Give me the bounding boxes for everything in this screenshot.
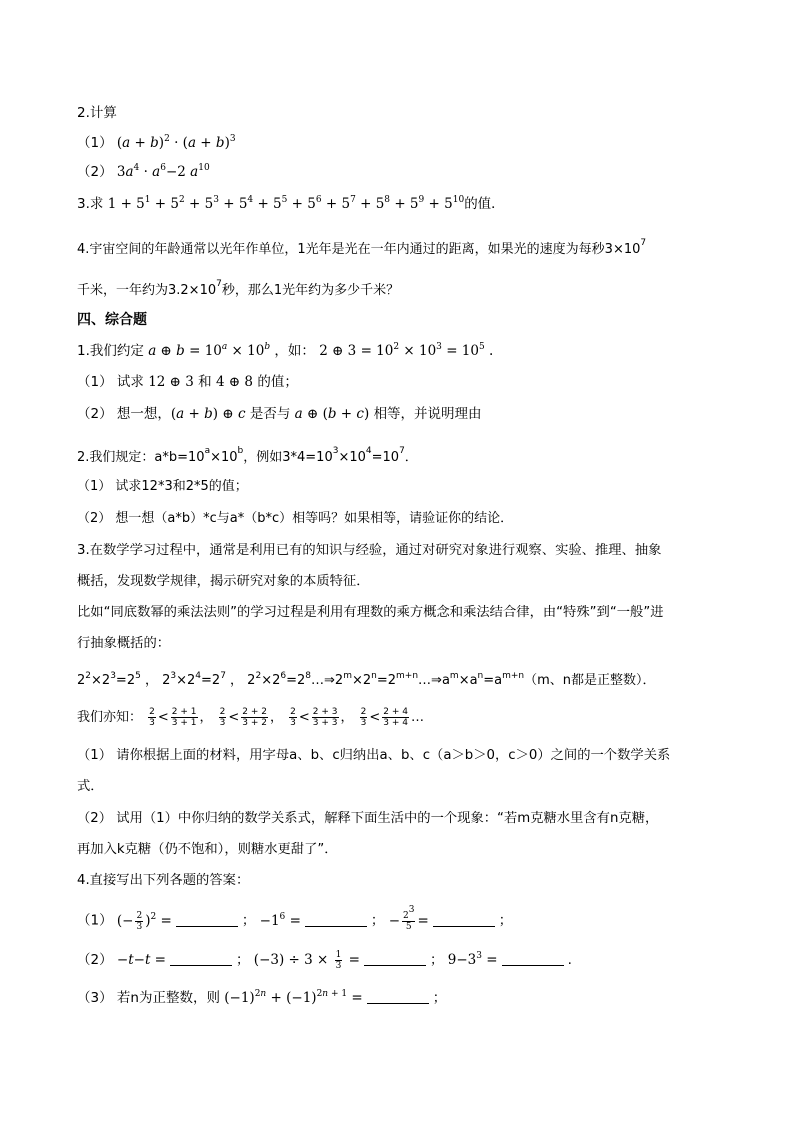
q4-line2-text-b: 秒，那么1光年约为多少千米？ <box>221 283 400 298</box>
q4-line1-text: 4.宇宙空间的年龄通常以光年作单位，1光年是光在一年内通过的距离，如果光的速度为每秒3×10 <box>77 242 641 257</box>
s4-q3-powers: $2^2\times 2^3=2^5$ ， $2^3\times 2^4=2^7$ ， $2^2\times 2^6=2^8\dots\Rightarrow 2^m\times 2^n=2^{m+n}\dots\Rightarrow a^m\times a^n=a^{m+n}$ <box>77 671 525 688</box>
s4-q1-part2-text-c: 相等，并说明理由 <box>373 406 482 422</box>
q4-line2-text-a: 千米，一年约为3.2×10 <box>77 283 217 298</box>
answer-blank[interactable] <box>367 989 429 1004</box>
answer-blank[interactable] <box>305 912 367 927</box>
s4-q2 <box>77 441 418 468</box>
s4-q4-part2-label: （2） <box>77 952 113 968</box>
s4-q4-part1-expr-a: (− $\frac{2}{3}$ )$^2$ = <box>116 910 172 932</box>
s4-q4-title: 4.直接写出下列各题的答案： <box>77 873 250 888</box>
s4-q3-line5-tail: （m、n都是正整数）． <box>524 673 656 688</box>
q2-part2-expression: $3a^4 \cdot a^6-2$ $a^{10}$ <box>116 163 210 180</box>
s4-q4-part3-expr: $(-1)^{2n} + (-1)^{2n + 1}$ = <box>224 989 363 1006</box>
q4-line2-exponent: 7 <box>216 279 222 289</box>
section-heading: 四、综合题 <box>77 312 147 328</box>
s4-q3-line4: 行抽象概括的： <box>77 636 171 651</box>
q3-prefix: 3.求 <box>77 196 104 212</box>
s4-q2-eq: =10 <box>371 450 400 465</box>
answer-blank[interactable] <box>176 912 238 927</box>
answer-blank[interactable] <box>502 951 564 966</box>
s4-q1-part1-expr-b: 4 ⊕ 8 <box>215 374 254 390</box>
s4-q1-part1-text-b: 的值； <box>257 374 298 390</box>
s4-q1-prefix: 1.我们约定 <box>77 343 144 359</box>
s4-q3-line3: 比如“同底数幂的乘法法则”的学习过程是利用有理数的乘方概念和乘法结合律，由“特殊”到“一般”进 <box>77 605 664 620</box>
s4-q3-line5 <box>77 671 656 691</box>
s4-q1-mid: ，如： <box>274 343 315 359</box>
s4-q3-line1: 3.在数学学习过程中，通常是利用已有的知识与经验，通过对研究对象进行观察、实验、推理、抽象 <box>77 543 662 558</box>
s4-q1-part1 <box>77 372 298 392</box>
s4-q1-part2-text-a: 想一想， <box>116 406 171 422</box>
s4-q3-part1-line1: （1） 请你根据上面的材料，用字母a、b、c归纳出a、b、c（a＞b＞0，c＞0）之间的一个数学关系 <box>77 748 671 763</box>
s4-q4-part1-expr-b: $-1^6$ = <box>259 911 301 929</box>
q3 <box>77 194 505 214</box>
q3-expression: $1 + 5^1 + 5^2 + 5^3 + 5^4 + 5^5 + 5^6 + 5^7 + 5^8 + 5^9 + 5^{10}$ <box>107 195 465 212</box>
s4-q3-part1-line2: 式． <box>77 779 104 794</box>
answer-blank[interactable] <box>433 912 495 927</box>
s4-q4-part1: （1） (− $\frac{2}{3}$ )$^2$ = ； $-1^6$ = ； − $\frac{2^3}{5}$ = ； <box>77 905 513 932</box>
s4-q3-line6: 我们亦知： $\frac{2}{3}$ < $\frac{2 + 1}{3 + 1}$ ， $\frac{2}{3}$ < $\frac{2 + 2}{3 + 2}$ ， $\frac{2}{3}$ < $\frac{2 + 3}{3 + 3}$ ， $\frac{2}{3}$ < $\frac{2 + 4}{3 + 4}$ … <box>77 707 425 728</box>
s4-q1-part2-expr-a: (a + b) ⊕ c <box>170 406 246 422</box>
s4-q1-part2-text-b: 是否与 <box>249 406 291 422</box>
q2-part2-label: （2） <box>77 164 113 180</box>
s4-q3-part2-line1: （2） 试用（1）中你归纳的数学关系式，解释下面生活中的一个现象：“若m克糖水里含有n克糖， <box>77 811 659 826</box>
s4-q1-part2-label: （2） <box>77 406 113 422</box>
s4-q2-times2: ×10 <box>338 450 366 465</box>
s4-q1-part2-expr-b: a ⊕ (b + c) <box>294 406 370 422</box>
s4-q1 <box>77 341 493 361</box>
q2-part1 <box>77 133 236 153</box>
q4-line2 <box>77 274 399 301</box>
s4-q4-part2-expr-a: −t−t = <box>116 952 166 968</box>
s4-q1-part2 <box>77 404 482 424</box>
s4-q4-part2: （2） −t−t = ； (−3) ÷ 3 × $\frac{1}{3}$ = ； $9-3^3$ = . <box>77 950 572 971</box>
s4-q4-part3-text: 若n为正整数，则 <box>116 990 220 1006</box>
s4-q2-exp-a: a <box>204 446 211 456</box>
q2-part1-label: （1） <box>77 135 113 151</box>
s4-q2-exp-7: 7 <box>399 446 405 456</box>
s4-q3-line6-prefix: 我们亦知： <box>77 710 143 725</box>
s4-q4-part2-expr-c: $9-3^3$ = <box>447 951 498 968</box>
s4-q1-part1-text-a: 试求 <box>116 374 144 390</box>
s4-q4-part2-expr-b: (−3) ÷ 3 × $\frac{1}{3}$ = <box>253 950 360 971</box>
s4-q3-part2-line2: 再加入k克糖（仍不饱和），则糖水更甜了”． <box>77 842 338 857</box>
s4-q4-part3: （3） 若n为正整数，则 $(-1)^{2n} + (-1)^{2n + 1}$ = ； <box>77 989 447 1006</box>
q3-suffix: 的值． <box>464 196 505 212</box>
s4-q1-definition: a ⊕ $b = 10^a \times 10^b$ <box>148 342 271 359</box>
s4-q2-example: ，例如3*4=10 <box>243 450 333 465</box>
s4-q2-text: 2.我们规定：a*b=10 <box>77 450 205 465</box>
s4-q2-times: ×10 <box>210 450 238 465</box>
s4-q1-part1-expr-a: 12 ⊕ 3 <box>148 374 194 390</box>
s4-q2-exp-4: 4 <box>365 446 372 456</box>
q2-part2 <box>77 162 210 182</box>
s4-q2-end: ． <box>404 450 418 465</box>
s4-q4-part1-label: （1） <box>77 912 113 929</box>
s4-q2-part1: （1） 试求12*3和2*5的值； <box>77 479 248 494</box>
s4-q1-part1-label: （1） <box>77 374 113 390</box>
q2-part1-expression: $(a + b)^2 \cdot (a + b)^3$ <box>116 134 236 151</box>
s4-q2-exp-3: 3 <box>332 446 339 456</box>
q2-title: 2.计算 <box>77 105 117 121</box>
s4-q3-line2: 概括，发现数学规律，揭示研究对象的本质特征． <box>77 574 370 589</box>
s4-q1-part1-and: 和 <box>198 374 212 390</box>
q4-line1-exponent: 7 <box>640 238 647 248</box>
q4-line1 <box>77 233 646 260</box>
s4-q2-part2: （2） 想一想（a*b）*c与a*（b*c）相等吗？如果相等，请验证你的结论． <box>77 511 514 526</box>
s4-q1-example: 2 ⊕ $3 = 10^2 \times 10^3 = 10^5$ . <box>319 342 494 359</box>
answer-blank[interactable] <box>364 951 426 966</box>
answer-blank[interactable] <box>170 951 232 966</box>
s4-q4-part1-expr-c: − $\frac{2^3}{5}$ = <box>388 905 429 932</box>
s4-q2-exp-b: b <box>237 446 244 456</box>
s4-q4-part3-label: （3） <box>77 990 113 1006</box>
